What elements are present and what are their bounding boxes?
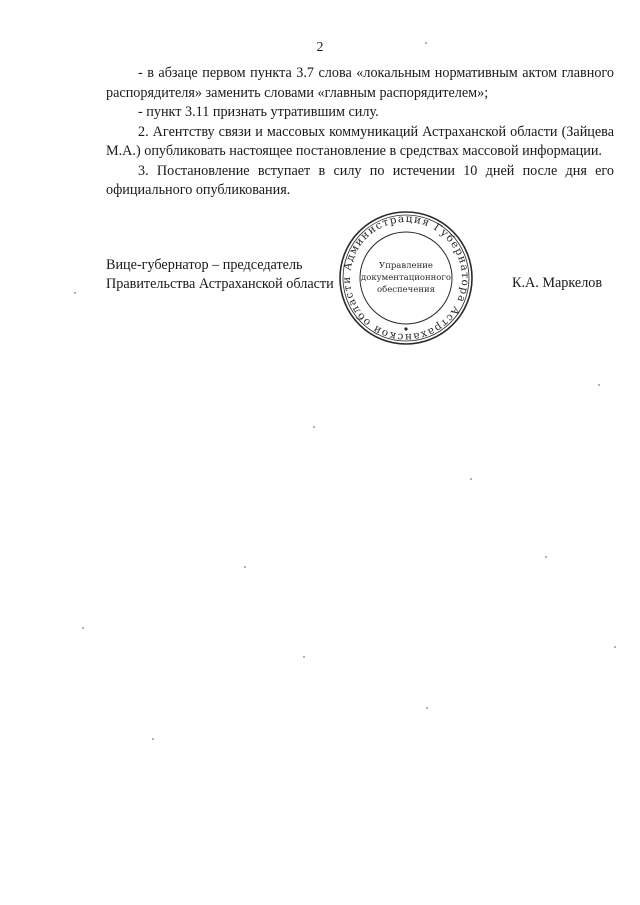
scan-speck — [303, 656, 305, 658]
scan-speck — [470, 478, 472, 480]
scan-speck — [545, 556, 547, 558]
signatory-position — [106, 256, 334, 294]
scan-speck — [82, 627, 84, 629]
paragraph-amendment-3-7: - в абзаце первом пункта 3.7 слова «локальным нормативным актом главного распорядителя» заменить словами «главным распорядителем»; — [106, 65, 614, 101]
paragraph-effective-date: 3. Постановление вступает в силу по истечении 10 дней после дня его официального опубликования. — [106, 162, 614, 198]
seal-stamp-graphic — [336, 208, 476, 348]
paragraph-amendment-3-11: - пункт 3.11 признать утратившим силу. — [138, 104, 379, 120]
seal-inner-line-1: Управление — [379, 261, 433, 271]
scan-speck — [74, 292, 76, 294]
scan-speck — [426, 707, 428, 709]
signatory-position-line-2: Правительства Астраханской области — [106, 276, 334, 292]
scan-speck — [244, 566, 246, 568]
paragraph-publication-order: 2. Агентству связи и массовых коммуникаций Астраханской области (Зайцева М.А.) опубликовать настоящее постановление в средствах массовой информации. — [106, 123, 614, 159]
document-body — [106, 64, 614, 201]
page-number: 2 — [316, 40, 324, 55]
scan-speck — [152, 738, 154, 740]
scan-speck — [313, 426, 315, 428]
seal-outer-text: Администрация Губернатора Астраханской области — [340, 212, 472, 344]
signatory-name: К.А. Маркелов — [512, 275, 603, 291]
scan-speck — [425, 42, 427, 44]
scan-speck — [614, 646, 616, 648]
signatory-position-line-1: Вице-губернатор – председатель — [106, 257, 303, 273]
official-seal — [336, 208, 476, 348]
seal-inner-line-3: обеспечения — [376, 285, 436, 295]
seal-inner-line-2: документационного — [360, 273, 452, 283]
scan-speck — [598, 384, 600, 386]
